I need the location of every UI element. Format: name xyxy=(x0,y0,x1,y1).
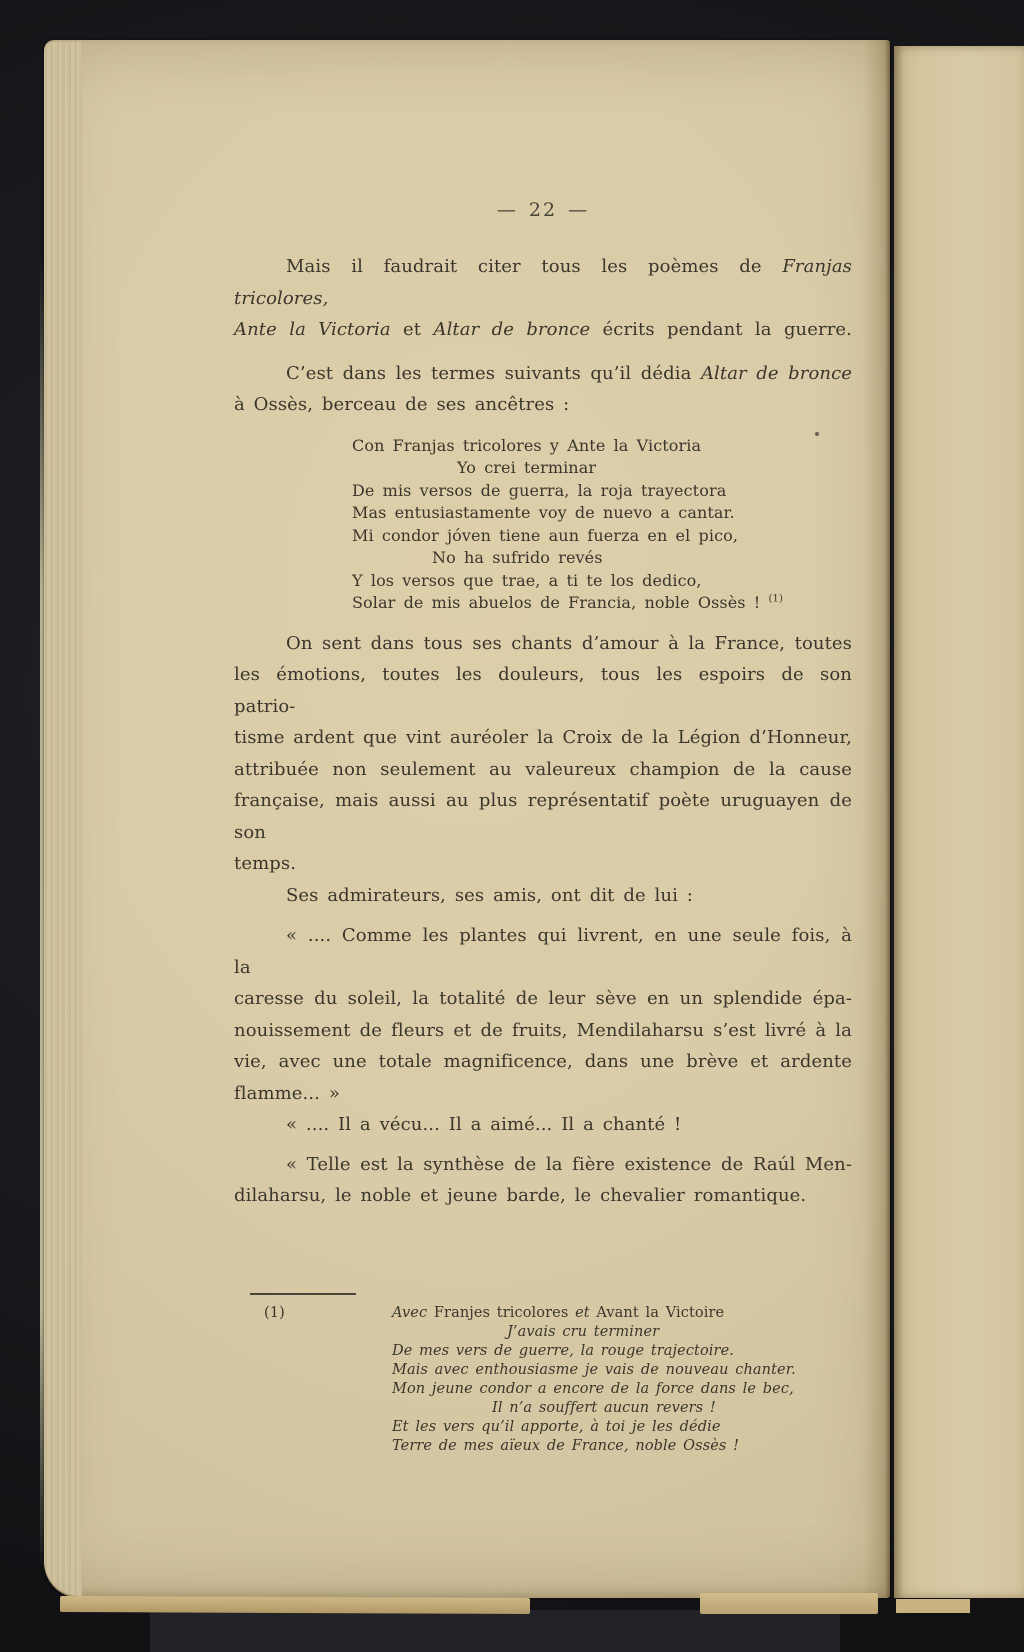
text-line: attribuée non seulement au valeureux champion de la cause xyxy=(234,758,852,780)
text-line: caresse du soleil, la totalité de leur sève en un splendide épa- xyxy=(234,988,852,1009)
verse-block xyxy=(352,435,852,615)
scanner-bed-shadow xyxy=(150,1610,840,1652)
footnote-line: Terre de mes aïeux de France, noble Ossès ! xyxy=(392,1437,740,1454)
paragraph xyxy=(234,1109,852,1141)
footnote-line: Et les vers qu’il apporte, à toi je les dédie xyxy=(392,1418,721,1435)
text-line: flamme... » xyxy=(234,1082,340,1104)
text-block xyxy=(234,40,852,1456)
footnote-line: J’avais cru terminer xyxy=(507,1323,660,1340)
verse-line: De mis versos de guerra, la roja trayectora xyxy=(352,480,727,500)
torn-paper-fragment xyxy=(700,1593,878,1614)
verse-line: Con Franjas tricolores y Ante la Victoria xyxy=(352,435,702,455)
verse-line: No ha sufrido revés xyxy=(432,548,603,567)
footnote-line: Mais avec enthousiasme je vais de nouveau chanter. xyxy=(392,1361,796,1378)
text-line: temps. xyxy=(234,853,297,874)
next-page-edge xyxy=(894,46,1024,1598)
text-line: vie, avec une totale magnificence, dans une brève et ardente xyxy=(234,1051,852,1072)
text-line: C’est dans les termes suivants qu’il dédia Altar de bronce xyxy=(286,362,853,384)
footnote-line: Mon jeune condor a encore de la force dans le bec, xyxy=(392,1380,794,1397)
text-line: française, mais aussi au plus représentatif poète uruguayen de son xyxy=(234,790,852,843)
paragraph xyxy=(234,920,852,1109)
verse-line: Y los versos que trae, a ti te los dedico, xyxy=(352,570,702,590)
book-page xyxy=(44,40,890,1598)
torn-paper-fragment xyxy=(60,1596,530,1614)
text-line: On sent dans tous ses chants d’amour à la France, toutes xyxy=(286,632,852,654)
text-line: les émotions, toutes les douleurs, tous les espoirs de son patrio- xyxy=(234,664,852,717)
verse-line: Mi condor jóven tiene aun fuerza en el pico, xyxy=(352,525,739,545)
text-line: Mais il faudrait citer tous les poèmes de Franjas tricolores, xyxy=(234,256,852,309)
footnote-line: De mes vers de guerre, la rouge trajectoire. xyxy=(392,1342,734,1359)
torn-paper-fragment xyxy=(896,1599,970,1613)
footnote xyxy=(234,1304,852,1456)
text-line: « .... Il a vécu... Il a aimé... Il a chanté ! xyxy=(286,1114,682,1135)
paragraph xyxy=(234,1149,852,1212)
text-line: à Ossès, berceau de ses ancêtres : xyxy=(234,394,570,415)
page-fold-shadow xyxy=(864,40,890,1598)
footnote-line: Il n’a souffert aucun revers ! xyxy=(492,1399,716,1416)
paragraph xyxy=(234,880,852,912)
footnote-rule xyxy=(250,1293,356,1295)
paragraph xyxy=(234,358,852,421)
text-line: tisme ardent que vint auréoler la Croix de la Légion d’Honneur, xyxy=(234,727,852,748)
page-number: — 22 — xyxy=(496,199,590,221)
verse-line: Yo crei terminar xyxy=(457,458,597,477)
text-line: dilaharsu, le noble et jeune barde, le chevalier romantique. xyxy=(234,1185,807,1206)
footnote-verse xyxy=(392,1304,852,1456)
verse-line: Mas entusiastamente voy de nuevo a cantar. xyxy=(352,503,735,522)
text-line: Ante la Victoria et Altar de bronce écrits pendant la guerre. xyxy=(234,319,852,340)
footnote-line: Avec Franjes tricolores et Avant la Victoire xyxy=(392,1304,725,1321)
page-stack-edge xyxy=(44,42,82,1596)
text-line: nouissement de fleurs et de fruits, Mendilaharsu s’est livré à la xyxy=(234,1019,852,1041)
text-line: « .... Comme les plantes qui livrent, en une seule fois, à la xyxy=(234,925,852,978)
text-line: « Telle est la synthèse de la fière existence de Raúl Men- xyxy=(286,1153,852,1175)
verse-line: Solar de mis abuelos de Francia, noble Ossès ! $^{(1)}$ xyxy=(352,593,783,612)
footnote-marker: (1) xyxy=(264,1304,285,1321)
paragraph xyxy=(234,251,852,346)
paragraph xyxy=(234,628,852,880)
text-line: Ses admirateurs, ses amis, ont dit de lui : xyxy=(286,884,693,906)
